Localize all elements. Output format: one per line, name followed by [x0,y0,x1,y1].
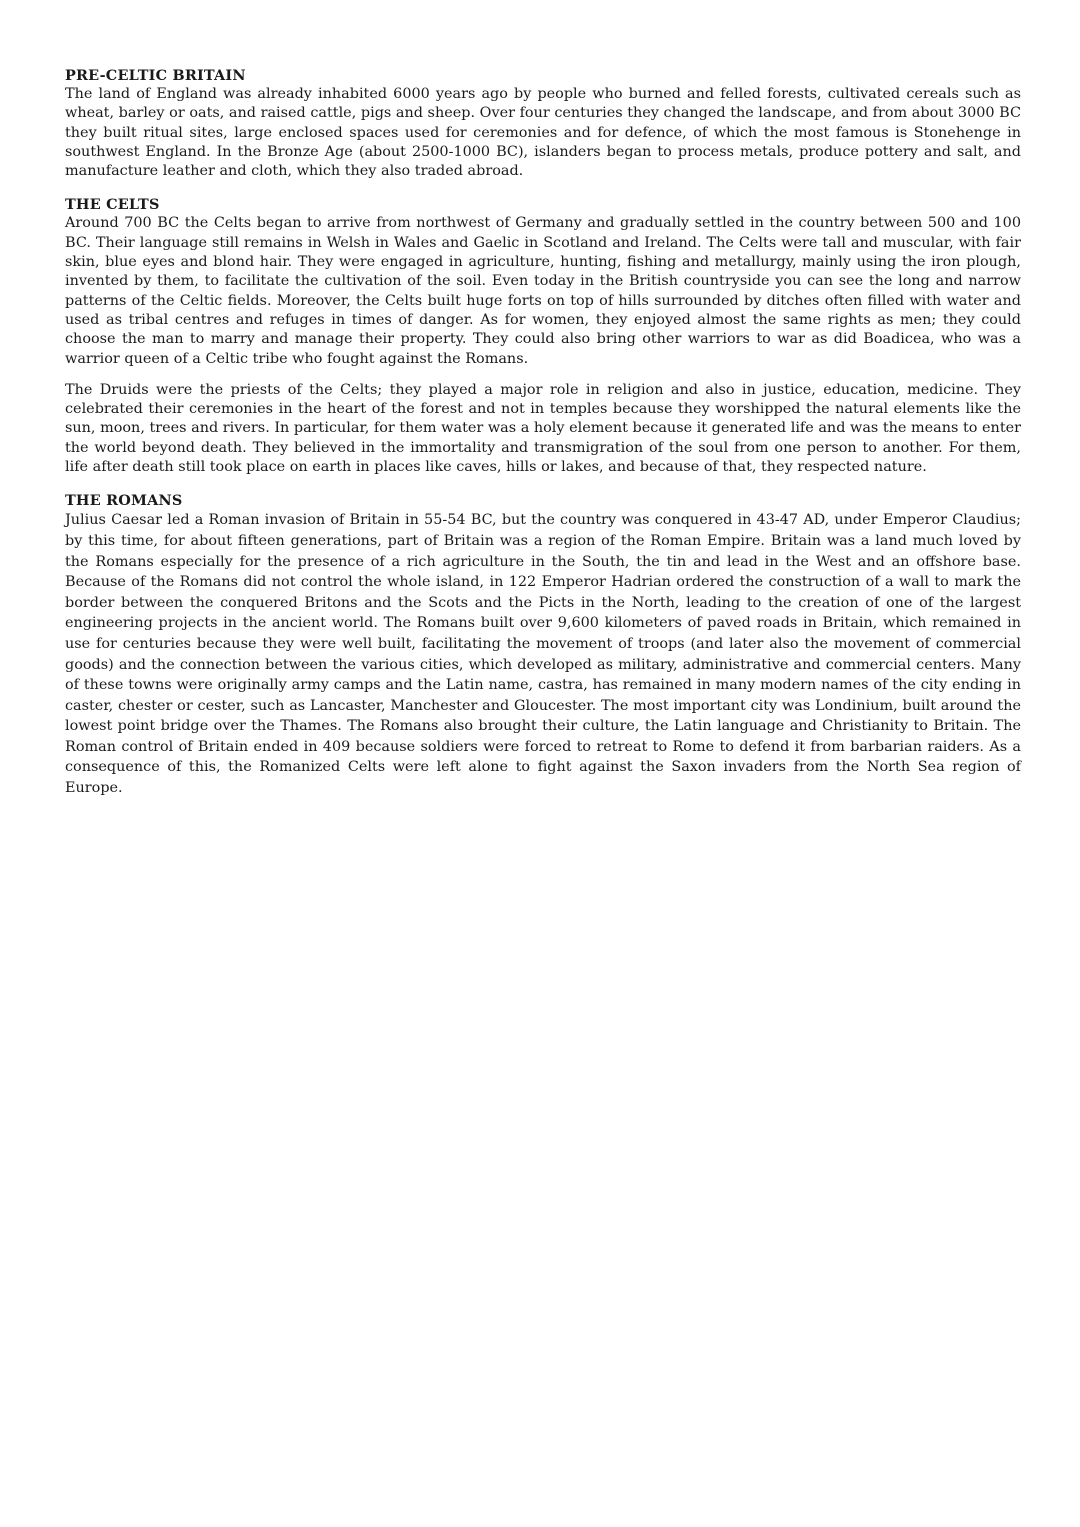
section-pre-celtic-britain [65,66,1021,181]
paragraph: The land of England was already inhabited 6000 years ago by people who burned and felled forests, cultivated cereals such as wheat, barley or oats, and raised cattle, pigs and sheep. Over four centuries they changed the landscape, and from about 3000 BC they built ritual sites, large enclosed spaces used for ceremonies and for defence, of which the most famous is Stonehenge in southwest England. In the Bronze Age (about 2500-1000 BC), islanders began to process metals, produce pottery and salt, and manufacture leather and cloth, which they also traded abroad. [65,86,1021,180]
section-heading: THE CELTS [65,196,160,214]
section-heading: THE ROMANS [65,492,183,510]
document-page [65,66,1021,813]
section-the-celts [65,195,1021,477]
paragraph: Around 700 BC the Celts began to arrive from northwest of Germany and gradually settled in the country between 500 and 100 BC. Their language still remains in Welsh in Wales and Gaelic in Scotland and Ireland. The Celts were tall and muscular, with fair skin, blue eyes and blond hair. They were engaged in agriculture, hunting, fishing and metallurgy, mainly using the iron plough, invented by them, to facilitate the cultivation of the soil. Even today in the British countryside you can see the long and narrow patterns of the Celtic fields. Moreover, the Celts built huge forts on top of hills surrounded by ditches often filled with water and used as tribal centres and refuges in times of danger. As for women, they enjoyed almost the same rights as men; they could choose the man to marry and manage their property. They could also bring other warriors to war as did Boadicea, who was a warrior queen of a Celtic tribe who fought against the Romans. [65,215,1021,367]
section-the-romans [65,491,1021,798]
section-heading: PRE-CELTIC BRITAIN [65,67,246,84]
paragraph: The Druids were the priests of the Celts; they played a major role in religion and also in justice, education, medicine. They celebrated their ceremonies in the heart of the forest and not in temples because they worshipped the natural elements like the sun, moon, trees and rivers. In particular, for them water was a holy element because it generated life and was the means to enter the world beyond death. They believed in the immortality and transmigration of the soul from one person to another. For them, life after death still took place on earth in places like caves, hills or lakes, and because of that, they respected nature. [65,381,1021,476]
paragraph: Julius Caesar led a Roman invasion of Britain in 55-54 BC, but the country was conquered in 43-47 AD, under Emperor Claudius; by this time, for about fifteen generations, part of Britain was a region of the Roman Empire. Britain was a land much loved by the Romans especially for the presence of a rich agriculture in the South, the tin and lead in the West and an offshore base. Because of the Romans did not control the whole island, in 122 Emperor Hadrian ordered the construction of a wall to mark the border between the conquered Britons and the Scots and the Picts in the North, leading to the creation of one of the largest engineering projects in the ancient world. The Romans built over 9,600 kilometers of paved roads in Britain, which remained in use for centuries because they were well built, facilitating the movement of troops (and later also the movement of commercial goods) and the connection between the various cities, which developed as military, administrative and commercial centers. Many of these towns were originally army camps and the Latin name, castra, has remained in many modern names of the city ending in caster, chester or cester, such as Lancaster, Manchester and Gloucester. The most important city was Londinium, built around the lowest point bridge over the Thames. The Romans also brought their culture, the Latin language and Christianity to Britain. The Roman control of Britain ended in 409 because soldiers were forced to retreat to Rome to defend it from barbarian raiders. As a consequence of this, the Romanized Celts were left alone to fight against the Saxon invaders from the North Sea region of Europe. [65,512,1021,797]
